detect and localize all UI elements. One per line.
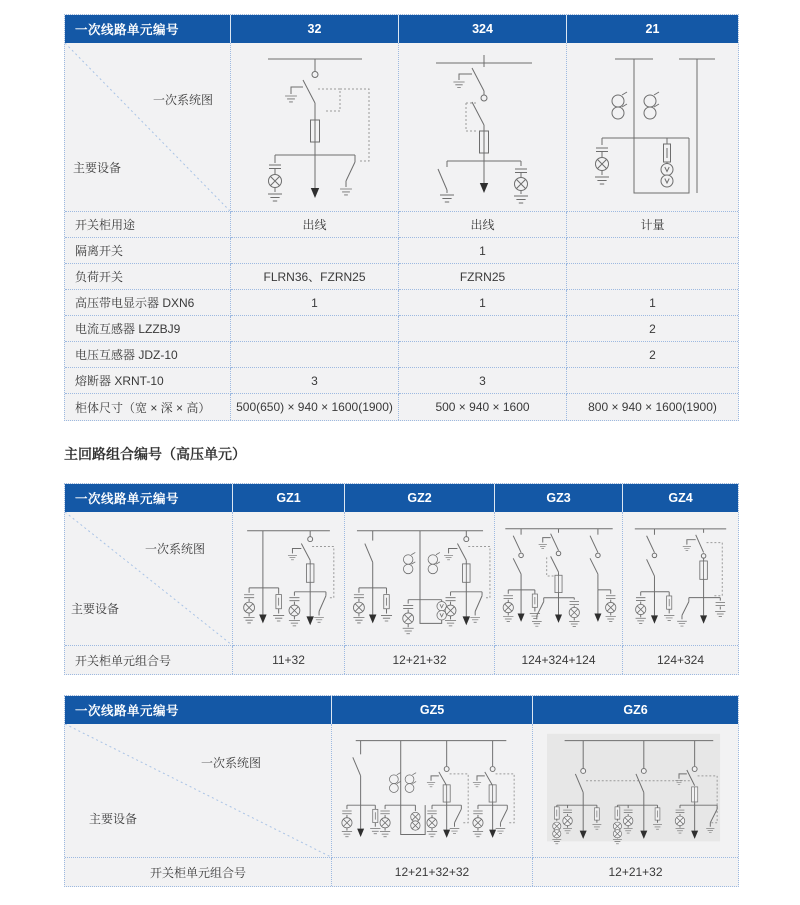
- single-line-diagram-gz2: [346, 513, 494, 645]
- table2-footer-value: 124+324: [623, 646, 738, 674]
- diagram-cell-gz2: [345, 512, 495, 646]
- table2-col-gz4: GZ4: [623, 484, 738, 512]
- row-value: 出线: [399, 212, 567, 238]
- diagram-cell-gz5: [332, 724, 533, 858]
- table2-footer-value: 12+21+32: [345, 646, 495, 674]
- single-line-diagram-gz4: [624, 513, 737, 645]
- row-label: 负荷开关: [65, 264, 231, 290]
- single-line-diagram-gz5: [333, 725, 532, 857]
- row-value: 1: [231, 290, 399, 316]
- diagonal-line: [65, 512, 232, 645]
- diagram-label: 一次系统图: [201, 756, 262, 770]
- row-label: 开关柜用途: [65, 212, 231, 238]
- table2-footer-value: 11+32: [233, 646, 345, 674]
- diagram-label: 一次系统图: [153, 93, 214, 107]
- row-value: [399, 342, 567, 368]
- row-value: 1: [399, 290, 567, 316]
- row-value: 3: [231, 368, 399, 394]
- table2-col-gz1: GZ1: [233, 484, 345, 512]
- diagram-cell-gz4: [623, 512, 738, 646]
- row-value: 500 × 940 × 1600: [399, 394, 567, 420]
- diagram-cell-324: [399, 43, 567, 212]
- row-value: 1: [399, 238, 567, 264]
- diagonal-line: [65, 43, 230, 211]
- row-value: 2: [567, 316, 738, 342]
- diagram-cell-gz1: [233, 512, 345, 646]
- table1-header-label: 一次线路单元编号: [65, 15, 231, 43]
- single-line-diagram-gz3: [496, 513, 622, 645]
- unit-spec-table: [64, 14, 739, 421]
- row-value: [231, 342, 399, 368]
- row-value: FLRN36、FZRN25: [231, 264, 399, 290]
- diagonal-line: [65, 724, 331, 857]
- section-title: 主回路组合编号（高压单元）: [64, 446, 246, 462]
- diagram-cell-gz6: [533, 724, 738, 858]
- row-value: [567, 238, 738, 264]
- row-label: 隔离开关: [65, 238, 231, 264]
- diagram-label: 一次系统图: [145, 542, 206, 556]
- row-label: 柜体尺寸（宽 × 深 × 高）: [65, 394, 231, 420]
- table3-header-label: 一次线路单元编号: [65, 696, 332, 724]
- row-value: 500(650) × 940 × 1600(1900): [231, 394, 399, 420]
- table1-col-32: 32: [231, 15, 399, 43]
- single-line-diagram-21: [568, 43, 737, 211]
- table2-col-gz2: GZ2: [345, 484, 495, 512]
- row-label: 电压互感器 JDZ-10: [65, 342, 231, 368]
- row-value: [399, 316, 567, 342]
- row-value: [567, 368, 738, 394]
- table1-diagonal-cell: [65, 43, 231, 212]
- row-label: 电流互感器 LZZBJ9: [65, 316, 231, 342]
- row-label: 高压带电显示器 DXN6: [65, 290, 231, 316]
- table3-col-gz6: GZ6: [533, 696, 738, 724]
- diagram-cell-21: [567, 43, 738, 212]
- table3-footer-label: 开关柜单元组合号: [65, 858, 332, 886]
- table2-footer-value: 124+324+124: [495, 646, 623, 674]
- row-value: [231, 238, 399, 264]
- table1-col-21: 21: [567, 15, 738, 43]
- single-line-diagram-324: [400, 43, 566, 211]
- combination-table-gz1-gz4: [64, 483, 739, 675]
- row-value: 出线: [231, 212, 399, 238]
- single-line-diagram-gz6: [534, 725, 737, 857]
- table3-footer-value: 12+21+32: [533, 858, 738, 886]
- table1-col-324: 324: [399, 15, 567, 43]
- row-value: 1: [567, 290, 738, 316]
- equipment-label: 主要设备: [73, 161, 122, 175]
- diagram-cell-32: [231, 43, 399, 212]
- row-value: [231, 316, 399, 342]
- table2-diagonal-cell: [65, 512, 233, 646]
- row-value: [567, 264, 738, 290]
- table2-header-label: 一次线路单元编号: [65, 484, 233, 512]
- table3-col-gz5: GZ5: [332, 696, 533, 724]
- table2-col-gz3: GZ3: [495, 484, 623, 512]
- diagram-cell-gz3: [495, 512, 623, 646]
- table2-footer-label: 开关柜单元组合号: [65, 646, 233, 674]
- table3-diagonal-cell: [65, 724, 332, 858]
- equipment-label: 主要设备: [71, 602, 120, 616]
- single-line-diagram-32: [232, 43, 398, 211]
- row-value: 2: [567, 342, 738, 368]
- row-value: 800 × 940 × 1600(1900): [567, 394, 738, 420]
- row-value: 计量: [567, 212, 738, 238]
- table3-footer-value: 12+21+32+32: [332, 858, 533, 886]
- single-line-diagram-gz1: [234, 513, 344, 645]
- combination-table-gz5-gz6: [64, 695, 739, 887]
- row-value: FZRN25: [399, 264, 567, 290]
- equipment-label: 主要设备: [89, 812, 138, 826]
- row-label: 熔断器 XRNT-10: [65, 368, 231, 394]
- row-value: 3: [399, 368, 567, 394]
